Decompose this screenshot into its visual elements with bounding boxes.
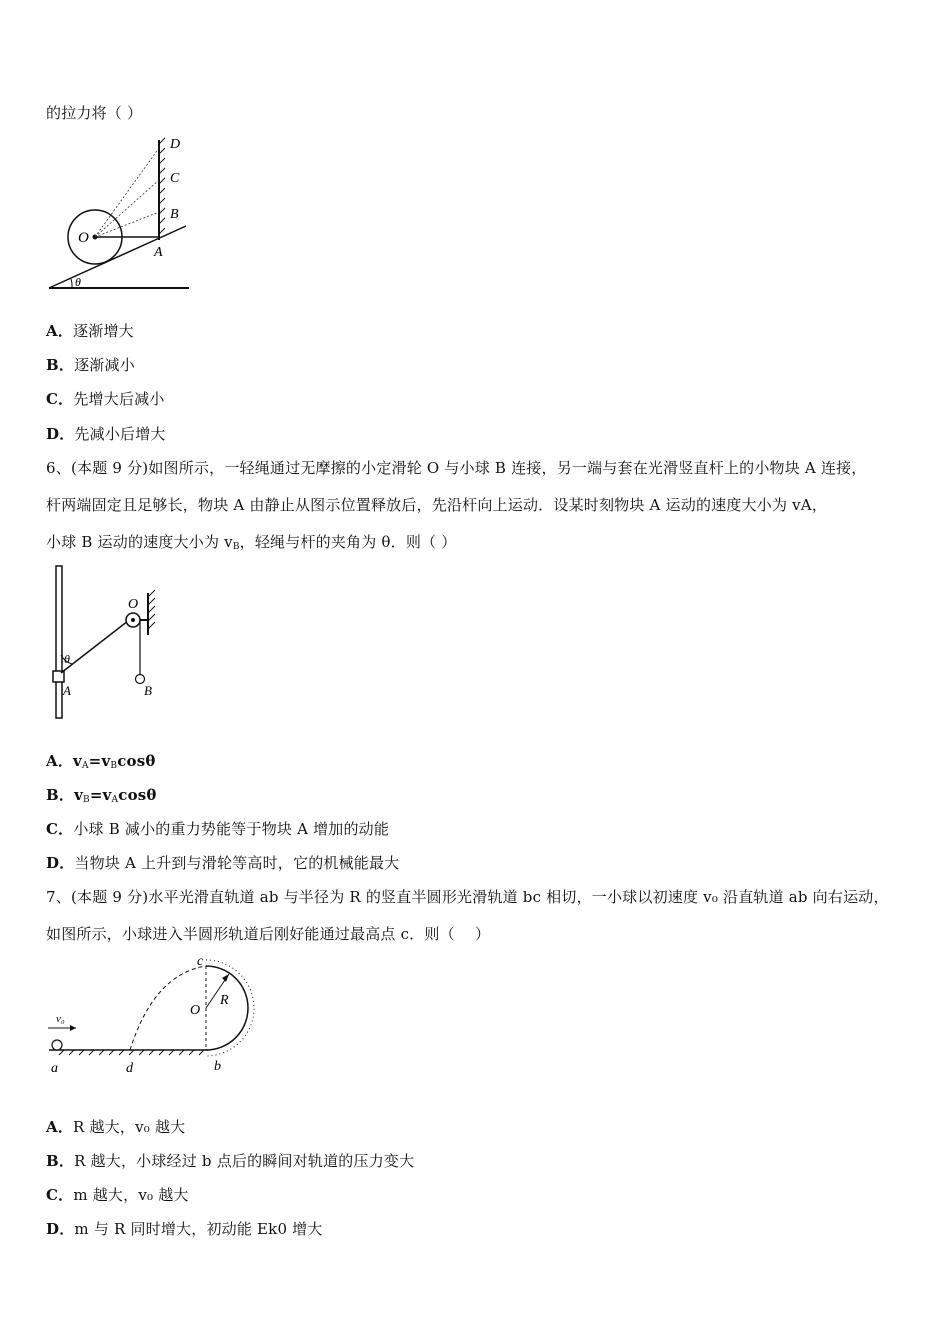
q7-option-a[interactable]: A．R 越大，v₀ 越大 (46, 1118, 186, 1136)
q7-option-b[interactable]: B．R 越大，小球经过 b 点后的瞬间对轨道的压力变大 (46, 1152, 415, 1170)
q6-figure (44, 563, 174, 723)
q7-label-r: R (220, 993, 229, 1008)
q6-label-theta: θ (64, 652, 70, 666)
q7-label-v0: v₀ (56, 1013, 65, 1025)
q5-label-c: C (170, 171, 180, 186)
q6-stem-line2: 杆两端固定且足够长，物块 A 由静止从图示位置释放后，先沿杆向上运动．设某时刻物块 A 运动的速度大小为 vA， (46, 496, 828, 514)
q7-stem-line2: 如图所示，小球进入半圆形轨道后刚好能通过最高点 c．则（ ） (46, 925, 491, 943)
q5-option-d[interactable]: D．先减小后增大 (46, 425, 166, 443)
q7-label-c: c (197, 954, 204, 969)
q6-option-b[interactable]: B．$v_B=v_A\cos\theta$ (46, 786, 157, 805)
q6-stem-line1: 6、(本题 9 分)如图所示，一轻绳通过无摩擦的小定滑轮 O 与小球 B 连接，另一端与套在光滑竖直杆上的小物块 A 连接， (46, 459, 867, 477)
q7-label-o: O (190, 1003, 201, 1018)
q6-label-a: A (63, 683, 71, 698)
q5-label-b: B (170, 207, 179, 222)
q6-option-c[interactable]: C．小球 B 减小的重力势能等于物块 A 增加的动能 (46, 820, 390, 838)
q6-label-b: B (144, 683, 152, 698)
q5-figure (44, 130, 194, 295)
q7-figure (44, 954, 259, 1079)
q7-label-a: a (51, 1061, 58, 1076)
q7-label-b: b (214, 1059, 221, 1074)
q5-label-d: D (170, 137, 181, 152)
q5-label-a: A (154, 245, 163, 260)
q5-option-b[interactable]: B．逐渐减小 (46, 356, 135, 374)
q6-option-d[interactable]: D．当物块 A 上升到与滑轮等高时，它的机械能最大 (46, 854, 400, 872)
q5-label-o: O (78, 230, 89, 246)
q5-option-c[interactable]: C．先增大后减小 (46, 390, 165, 408)
q6-option-a[interactable]: A．$v_A=v_B\cos\theta$ (46, 752, 156, 771)
intro-text: 的拉力将（ ） (46, 104, 143, 122)
q7-option-c[interactable]: C．m 越大，v₀ 越大 (46, 1186, 189, 1204)
q5-option-a[interactable]: A．逐渐增大 (46, 322, 134, 340)
q6-stem-line3: 小球 B 运动的速度大小为 $v_B$，轻绳与杆的夹角为 θ．则（ ） (46, 533, 457, 552)
q6-label-o: O (128, 597, 139, 612)
q5-label-theta: θ (75, 275, 81, 289)
q7-label-d: d (126, 1061, 133, 1076)
q7-option-d[interactable]: D．m 与 R 同时增大，初动能 Ek0 增大 (46, 1220, 323, 1238)
q7-stem-line1: 7、(本题 9 分)水平光滑直轨道 ab 与半径为 R 的竖直半圆形光滑轨道 bc 相切，一小球以初速度 v₀ 沿直轨道 ab 向右运动， (46, 888, 889, 906)
